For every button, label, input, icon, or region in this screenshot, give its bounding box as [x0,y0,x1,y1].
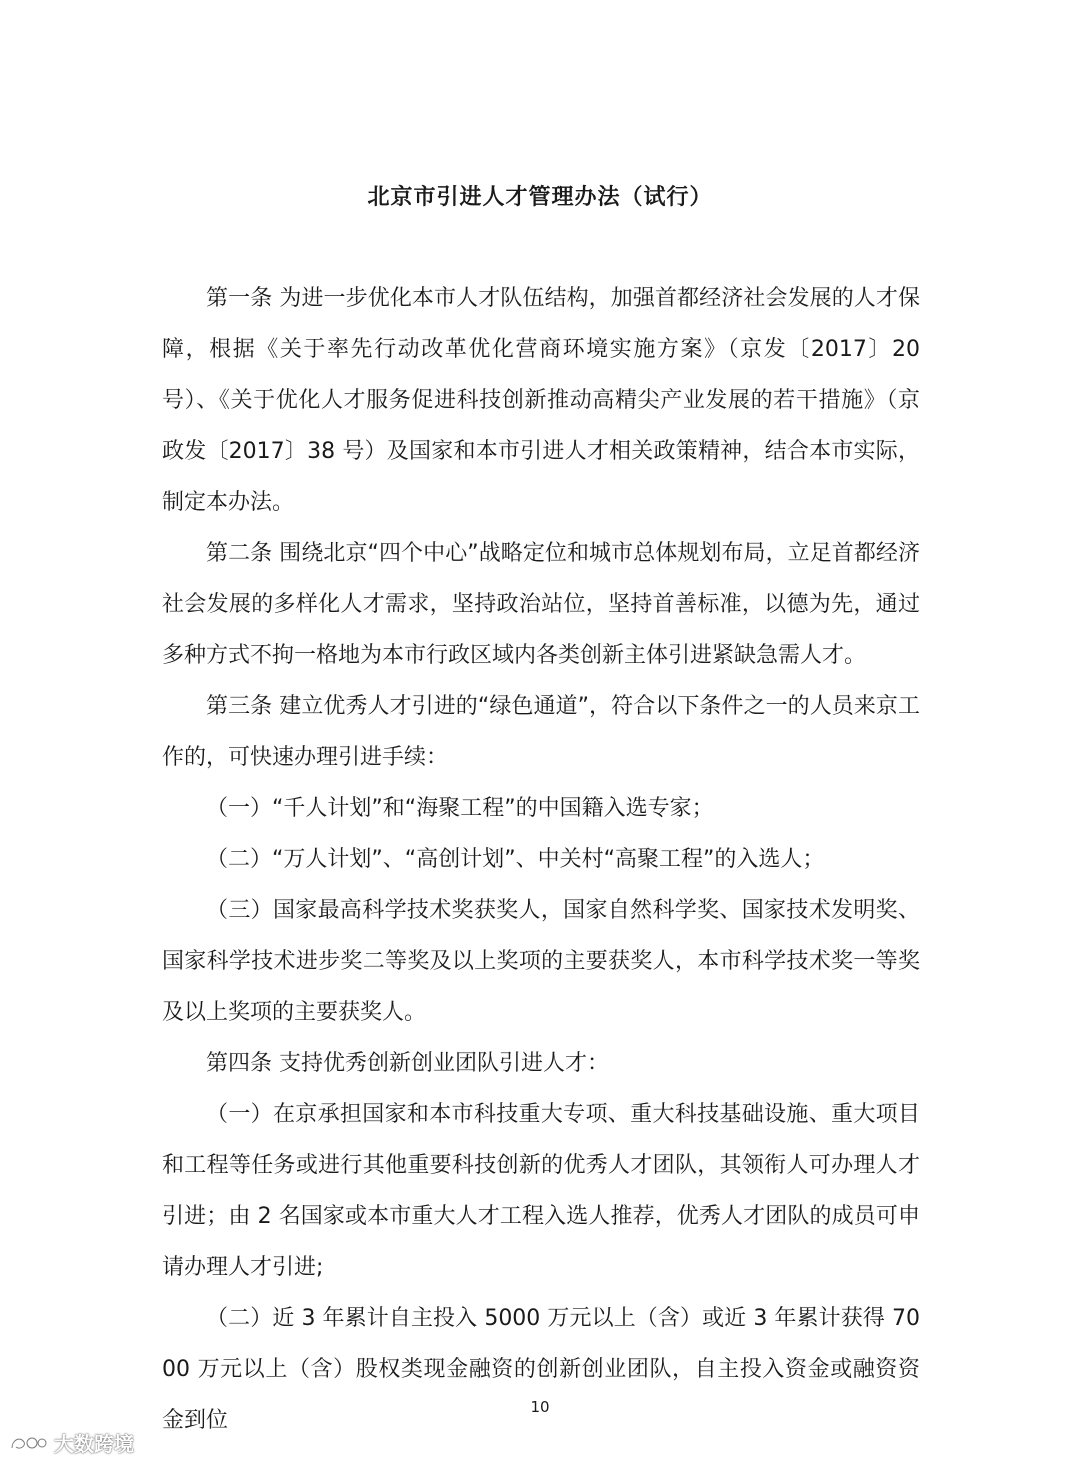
document-body [162,273,920,1446]
watermark-text: 大数跨境 [54,1432,134,1456]
article-4-item-1: （一）在京承担国家和本市科技重大专项、重大科技基础设施、重大项目和工程等任务或进行其他重要科技创新的优秀人才团队，其领衔人可办理人才引进；由 2 名国家或本市重大人才工程入选人推荐，优秀人才团队的成员可申请办理人才引进; [162,1102,920,1280]
article-3-paragraph: 第三条 建立优秀人才引进的“绿色通道”，符合以下条件之一的人员来京工作的，可快速办理引进手续： [162,694,920,770]
article-2-paragraph: 第二条 围绕北京“四个中心”战略定位和城市总体规划布局，立足首都经济社会发展的多样化人才需求，坚持政治站位，坚持首善标准，以德为先，通过多种方式不拘一格地为本市行政区域内各类创新主体引进紧缺急需人才。 [162,541,920,668]
article-4-item-2: （二）近 3 年累计自主投入 5000 万元以上（含）或近 3 年累计获得 7000 万元以上（含）股权类现金融资的创新创业团队，自主投入资金或融资资金到位 [162,1306,920,1433]
page-number: 10 [530,1398,550,1416]
article-4-paragraph: 第四条 支持优秀创新创业团队引进人才： [206,1051,609,1076]
article-3-item-3: （三）国家最高科学技术奖获奖人，国家自然科学奖、国家技术发明奖、国家科学技术进步奖二等奖及以上奖项的主要获奖人，本市科学技术奖一等奖及以上奖项的主要获奖人。 [162,898,920,1025]
article-3-item-2: （二）“万人计划”、“高创计划”、中关村“高聚工程”的入选人； [206,847,825,872]
article-1-paragraph: 第一条 为进一步优化本市人才队伍结构，加强首都经济社会发展的人才保障，根据《关于率先行动改革优化营商环境实施方案》（京发〔2017〕20 号）、《关于优化人才服务促进科技创新推动高精尖产业发展的若干措施》（京政发〔2017〕38 号）及国家和本市引进人才相关政策精神，结合本市实际，制定本办法。 [162,286,920,515]
watermark-logo-icon [8,1432,48,1454]
article-3-item-1: （一）“千人计划”和“海聚工程”的中国籍入选专家； [206,796,714,821]
watermark [8,1428,134,1457]
document-title: 北京市引进人才管理办法（试行） [367,185,713,210]
